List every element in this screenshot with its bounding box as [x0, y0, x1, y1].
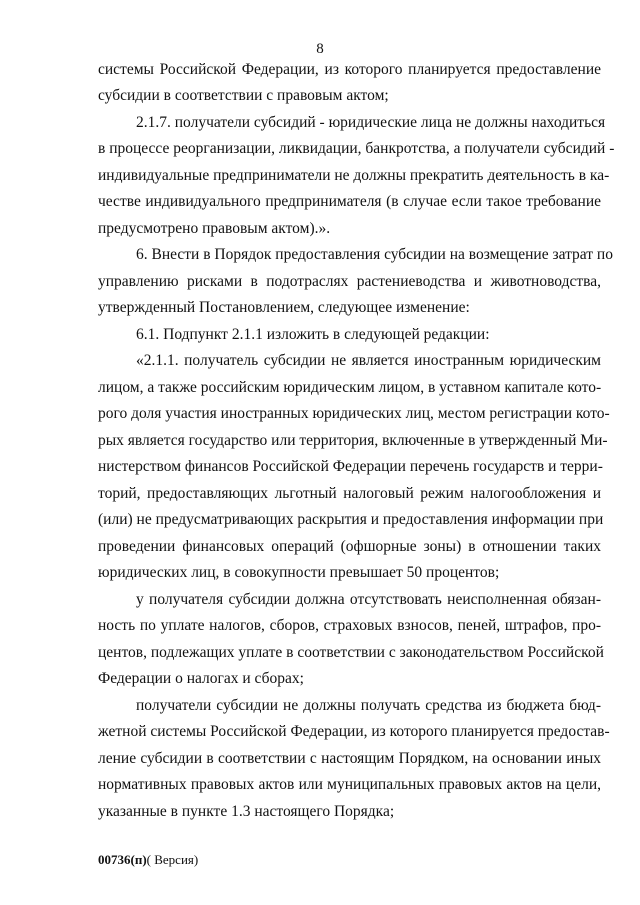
- body-line: нормативных правовых актов или муниципальных правовых актов на цели,: [98, 776, 601, 793]
- document-code: 00736(п): [98, 852, 147, 867]
- body-line: предусмотрено правовым актом).».: [98, 220, 331, 237]
- body-line: рого доля участия иностранных юридических лиц, местом регистрации кото-: [98, 405, 610, 422]
- body-line: субсидии в соответствии с правовым актом;: [98, 87, 389, 104]
- body-line: утвержденный Постановлением, следующее изменение:: [98, 299, 470, 316]
- body-line: Федерации о налогах и сборах;: [98, 670, 304, 687]
- body-line: 2.1.7. получатели субсидий - юридические лица не должны находиться: [136, 114, 606, 131]
- body-line: ление субсидии в соответствии с настоящим Порядком, на основании иных: [98, 750, 601, 767]
- body-line: юридических лиц, в совокупности превышает 50 процентов;: [98, 564, 500, 581]
- body-line: 6. Внести в Порядок предоставления субсидии на возмещение затрат по: [136, 246, 613, 263]
- body-line: индивидуальные предприниматели не должны прекратить деятельность в ка-: [98, 167, 610, 184]
- body-line: лицом, а также российским юридическим лицом, в уставном капитале кото-: [98, 379, 602, 396]
- body-line: «2.1.1. получатель субсидии не является иностранным юридическим: [136, 352, 601, 369]
- document-version: ( Версия): [146, 852, 199, 867]
- body-line: торий, предоставляющих льготный налоговый режим налогообложения и: [98, 485, 601, 502]
- page-number: 8: [316, 41, 324, 57]
- body-line: ность по уплате налогов, сборов, страховых взносов, пеней, штрафов, про-: [98, 617, 601, 634]
- document-footer: [98, 852, 198, 868]
- body-line: (или) не предусматривающих раскрытия и предоставления информации при: [98, 511, 604, 528]
- body-line: получатели субсидии не должны получать средства из бюджета бюд-: [136, 697, 601, 714]
- body-line: в процессе реорганизации, ликвидации, банкротства, а получатели субсидий -: [98, 140, 615, 157]
- body-line: честве индивидуального предпринимателя (в случае если такое требование: [98, 193, 601, 210]
- body-line: проведении финансовых операций (офшорные зоны) в отношении таких: [98, 538, 601, 555]
- body-line: у получателя субсидии должна отсутствовать неисполненная обязан-: [136, 591, 601, 608]
- body-line: указанные в пункте 1.3 настоящего Порядка;: [98, 803, 395, 820]
- body-line: центов, подлежащих уплате в соответствии с законодательством Российской: [98, 644, 604, 661]
- body-line: системы Российской Федерации, из которого планируется предоставление: [98, 61, 601, 78]
- body-line: 6.1. Подпункт 2.1.1 изложить в следующей редакции:: [136, 326, 490, 343]
- body-line: управлению рисками в подотраслях растениеводства и животноводства,: [98, 273, 601, 290]
- body-line: нистерством финансов Российской Федерации перечень государств и терри-: [98, 458, 603, 475]
- body-line: жетной системы Российской Федерации, из которого планируется предостав-: [98, 723, 610, 740]
- body-line: рых является государство или территория, включенные в утвержденный Ми-: [98, 432, 608, 449]
